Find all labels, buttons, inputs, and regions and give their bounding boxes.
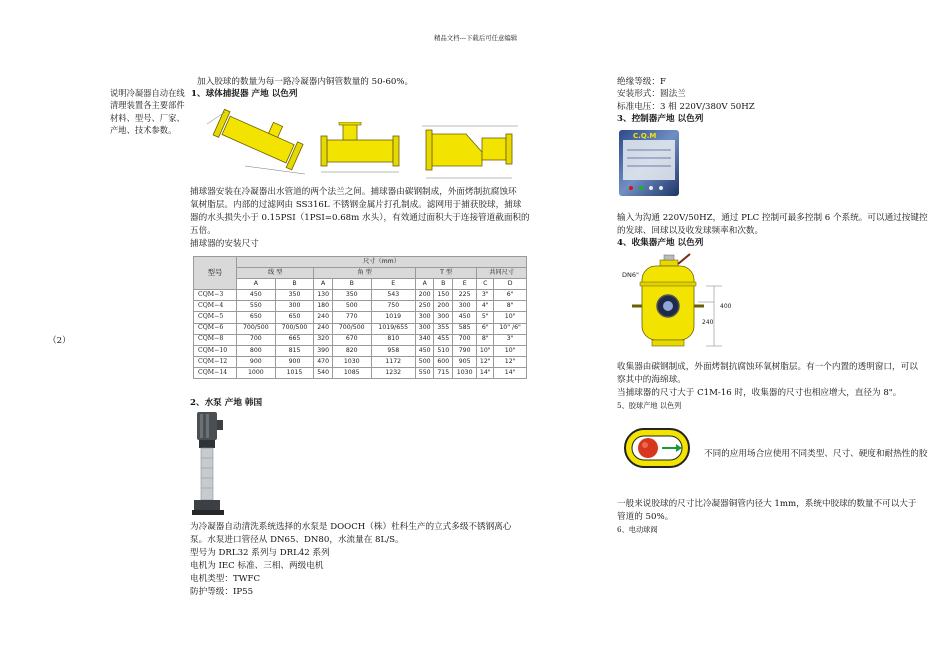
table-cell: 650 (275, 312, 314, 323)
table-cell: 200 (434, 301, 453, 312)
table-cell: 815 (275, 345, 314, 356)
table-cell: 820 (332, 345, 371, 356)
pump-spec: 防护等级：IP55 (190, 587, 254, 597)
ball-collector-drawing (622, 252, 742, 356)
intro-line: 加入胶球的数量为每一路冷凝器内铜管数量的 50-60%。 (197, 77, 414, 87)
section-4-title: 4、收集器产地 以色列 (617, 238, 704, 248)
table-cell: 665 (275, 334, 314, 345)
para-5-line-2: 管道的 50%。 (617, 512, 674, 522)
table-cell: 770 (332, 312, 371, 323)
table-header-model: 型号 (194, 257, 237, 290)
ball-strainer-line-type-drawing (205, 104, 313, 176)
table-cell: 470 (314, 356, 333, 367)
page-header: 精品文档---下载后可任意编辑 (434, 34, 518, 42)
para-1-line-2: 氧树脂层。内部的过滤网由 SS316L 不锈钢金属片打孔制成。滤网用于捕获胶球，捕球 (190, 200, 522, 210)
table-group-header: T 型 (415, 268, 476, 279)
table-cell: 550 (415, 367, 434, 378)
table-row (194, 356, 527, 367)
table-cell: 670 (332, 334, 371, 345)
para-1-line-3: 器的水头损失小于 0.15PSI（1PSI=0.68m 水头），有效通过面积大于连接管道截面积的 (190, 213, 530, 223)
ball-strainer-angle-type-drawing (315, 122, 410, 178)
table-cell: 320 (314, 334, 333, 345)
table-col-header: C (477, 279, 494, 290)
para-2-line-1: 为冷凝器自动清洗系统选择的水泵是 DOOCH（株）杜科生产的立式多级不锈钢离心 (190, 522, 512, 532)
table-cell: 1030 (453, 367, 477, 378)
section-6-title: 6、电动球阀 (617, 525, 658, 534)
controller-box-photo (617, 128, 681, 198)
table-cell: 700/500 (332, 323, 371, 334)
motor-spec: 标准电压：3 相 220V/380V 50HZ (617, 102, 755, 112)
table-cell: 1019 (371, 312, 415, 323)
table-cell: 650 (237, 312, 276, 323)
table-cell: 4" (477, 301, 494, 312)
para-5-indent: 不同的应用场合应使用不同类型、尺寸、硬度和耐热性的胶 (704, 449, 928, 459)
table-cell: 500 (332, 301, 371, 312)
table-col-header: A (314, 279, 333, 290)
table-cell: 225 (453, 290, 477, 301)
sponge-ball-icon (622, 426, 692, 470)
table-cell-model: CQM−4 (194, 301, 237, 312)
table-cell: 455 (434, 334, 453, 345)
table-col-header: A (415, 279, 434, 290)
table-col-header: B (434, 279, 453, 290)
table-cell: 900 (237, 356, 276, 367)
table-cell: 350 (275, 290, 314, 301)
table-col-header: A (237, 279, 276, 290)
table-cell: 800 (237, 345, 276, 356)
table-cell: 715 (434, 367, 453, 378)
para-1-line-1: 捕球器安装在冷凝器出水管道的两个法兰之间。捕球器由碳钢制成，外面烤制抗腐蚀环 (190, 187, 517, 197)
table-cell: 300 (453, 301, 477, 312)
table-cell: 14" (494, 367, 527, 378)
para-3-line-2: 的发球、回球以及收发球频率和次数。 (617, 226, 764, 236)
table-cell: 300 (415, 323, 434, 334)
table-cell: 390 (314, 345, 333, 356)
table-cell: 1232 (371, 367, 415, 378)
controller-logo: C.Q.M (633, 132, 657, 140)
table-cell: 700 (237, 334, 276, 345)
table-cell: 450 (453, 312, 477, 323)
table-cell: 355 (434, 323, 453, 334)
collector-dn-label: DN6" (622, 271, 639, 279)
table-cell: 130 (314, 290, 333, 301)
table-cell: 10" (494, 345, 527, 356)
table-caption: 捕球器的安装尺寸 (190, 239, 259, 249)
table-cell: 550 (237, 301, 276, 312)
motor-spec: 安装形式：圆法兰 (617, 89, 686, 99)
strainer-size-table (193, 256, 527, 379)
table-cell: 3" (477, 290, 494, 301)
table-cell: 1019/655 (371, 323, 415, 334)
table-col-header: B (332, 279, 371, 290)
table-col-header: E (453, 279, 477, 290)
motor-spec: 绝缘等级：F (617, 77, 666, 87)
table-group-header: 线 型 (237, 268, 314, 279)
section-5-title: 5、胶球产地 以色列 (617, 401, 682, 410)
pump-spec: 电机为 IEC 标准、三相、两级电机 (190, 561, 324, 571)
table-cell: 150 (434, 290, 453, 301)
table-row (194, 301, 527, 312)
table-cell: 10" (494, 312, 527, 323)
table-cell: 8" (494, 301, 527, 312)
table-cell-model: CQM−12 (194, 356, 237, 367)
section-1-title: 1、球体捕捉器 产地 以色列 (191, 89, 298, 99)
table-cell: 958 (371, 345, 415, 356)
table-cell: 350 (332, 290, 371, 301)
table-cell-model: CQM−3 (194, 290, 237, 301)
table-cell: 180 (314, 301, 333, 312)
para-5-line-1: 一般来说胶球的尺寸比冷凝器铜管内径大 1mm，系统中胶球的数量不可以大于 (617, 499, 917, 509)
table-cell: 240 (314, 323, 333, 334)
table-col-header: E (371, 279, 415, 290)
table-row (194, 334, 527, 345)
table-cell: 8" (477, 334, 494, 345)
table-cell: 14" (477, 367, 494, 378)
section-3-title: 3、控制器产地 以色列 (617, 114, 704, 124)
table-cell: 700/500 (237, 323, 276, 334)
para-1-line-4: 五倍。 (190, 226, 216, 236)
para-4-line-2: 察其中的海绵球。 (617, 375, 686, 385)
table-cell-model: CQM−6 (194, 323, 237, 334)
table-row (194, 312, 527, 323)
para-2-line-2: 泵。水泵进口管径从 DN65、DN80，水流量在 8L/S。 (190, 535, 404, 545)
table-cell: 540 (314, 367, 333, 378)
table-cell: 6" (477, 323, 494, 334)
table-header-size: 尺寸（mm） (237, 257, 527, 268)
table-cell: 500 (415, 356, 434, 367)
section-2-title: 2、水泵 产地 韩国 (190, 398, 263, 408)
table-cell: 250 (415, 301, 434, 312)
table-cell: 1172 (371, 356, 415, 367)
para-4-line-1: 收集器由碳钢制成，外面烤制抗腐蚀环氧树脂层。有一个内置的透明窗口，可以 (617, 362, 918, 372)
table-cell: 700/500 (275, 323, 314, 334)
table-row (194, 367, 527, 378)
table-cell: 1085 (332, 367, 371, 378)
vertical-pump-photo (191, 410, 227, 518)
table-cell-model: CQM−8 (194, 334, 237, 345)
table-cell: 12" (494, 356, 527, 367)
table-col-header: D (494, 279, 527, 290)
table-cell: 905 (453, 356, 477, 367)
table-cell: 1030 (332, 356, 371, 367)
table-cell: 1000 (237, 367, 276, 378)
page-marker: （2） (48, 336, 71, 346)
table-cell: 300 (275, 301, 314, 312)
table-cell: 510 (434, 345, 453, 356)
table-cell: 300 (434, 312, 453, 323)
para-4-line-3: 当捕球器的尺寸大于 C1M-16 时，收集器的尺寸也相应增大，直径为 8"。 (617, 388, 902, 398)
table-row (194, 345, 527, 356)
table-cell-model: CQM−10 (194, 345, 237, 356)
table-cell: 790 (453, 345, 477, 356)
table-body (194, 290, 527, 379)
collector-height-label: 400 (720, 303, 732, 310)
para-3-line-1: 输入为沟通 220V/50HZ，通过 PLC 控制可最多控制 6 个系统。可以通过按键控 (617, 213, 928, 223)
table-cell-model: CQM−14 (194, 367, 237, 378)
table-cell: 810 (371, 334, 415, 345)
collector-height-label: 240 (702, 319, 714, 326)
table-cell: 300 (415, 312, 434, 323)
table-cell: 450 (237, 290, 276, 301)
pump-spec: 型号为 DRL32 系列与 DRL42 系列 (190, 548, 330, 558)
table-cell: 3" (494, 334, 527, 345)
table-group-header: 共同尺寸 (477, 268, 527, 279)
table-cell: 6" (494, 290, 527, 301)
table-row (194, 290, 527, 301)
sidebar-note: 说明冷凝器自动在线清理装置各主要部件材料、型号、厂家、产地、技术参数。 (110, 88, 185, 135)
table-cell: 700 (453, 334, 477, 345)
table-cell: 1015 (275, 367, 314, 378)
table-cell: 543 (371, 290, 415, 301)
table-cell: 585 (453, 323, 477, 334)
table-cell: 12" (477, 356, 494, 367)
ball-strainer-t-type-drawing (422, 122, 520, 182)
table-cell: 10" /6" (494, 323, 527, 334)
table-cell: 240 (314, 312, 333, 323)
pump-spec: 电机类型：TWFC (190, 574, 261, 584)
table-cell: 10" (477, 345, 494, 356)
table-cell: 600 (434, 356, 453, 367)
table-cell: 200 (415, 290, 434, 301)
table-row (194, 323, 527, 334)
table-cell: 750 (371, 301, 415, 312)
table-cell: 5" (477, 312, 494, 323)
table-cell-model: CQM−5 (194, 312, 237, 323)
table-group-header: 角 型 (314, 268, 416, 279)
table-col-header: B (275, 279, 314, 290)
table-cell: 450 (415, 345, 434, 356)
table-cell: 340 (415, 334, 434, 345)
table-cell: 900 (275, 356, 314, 367)
